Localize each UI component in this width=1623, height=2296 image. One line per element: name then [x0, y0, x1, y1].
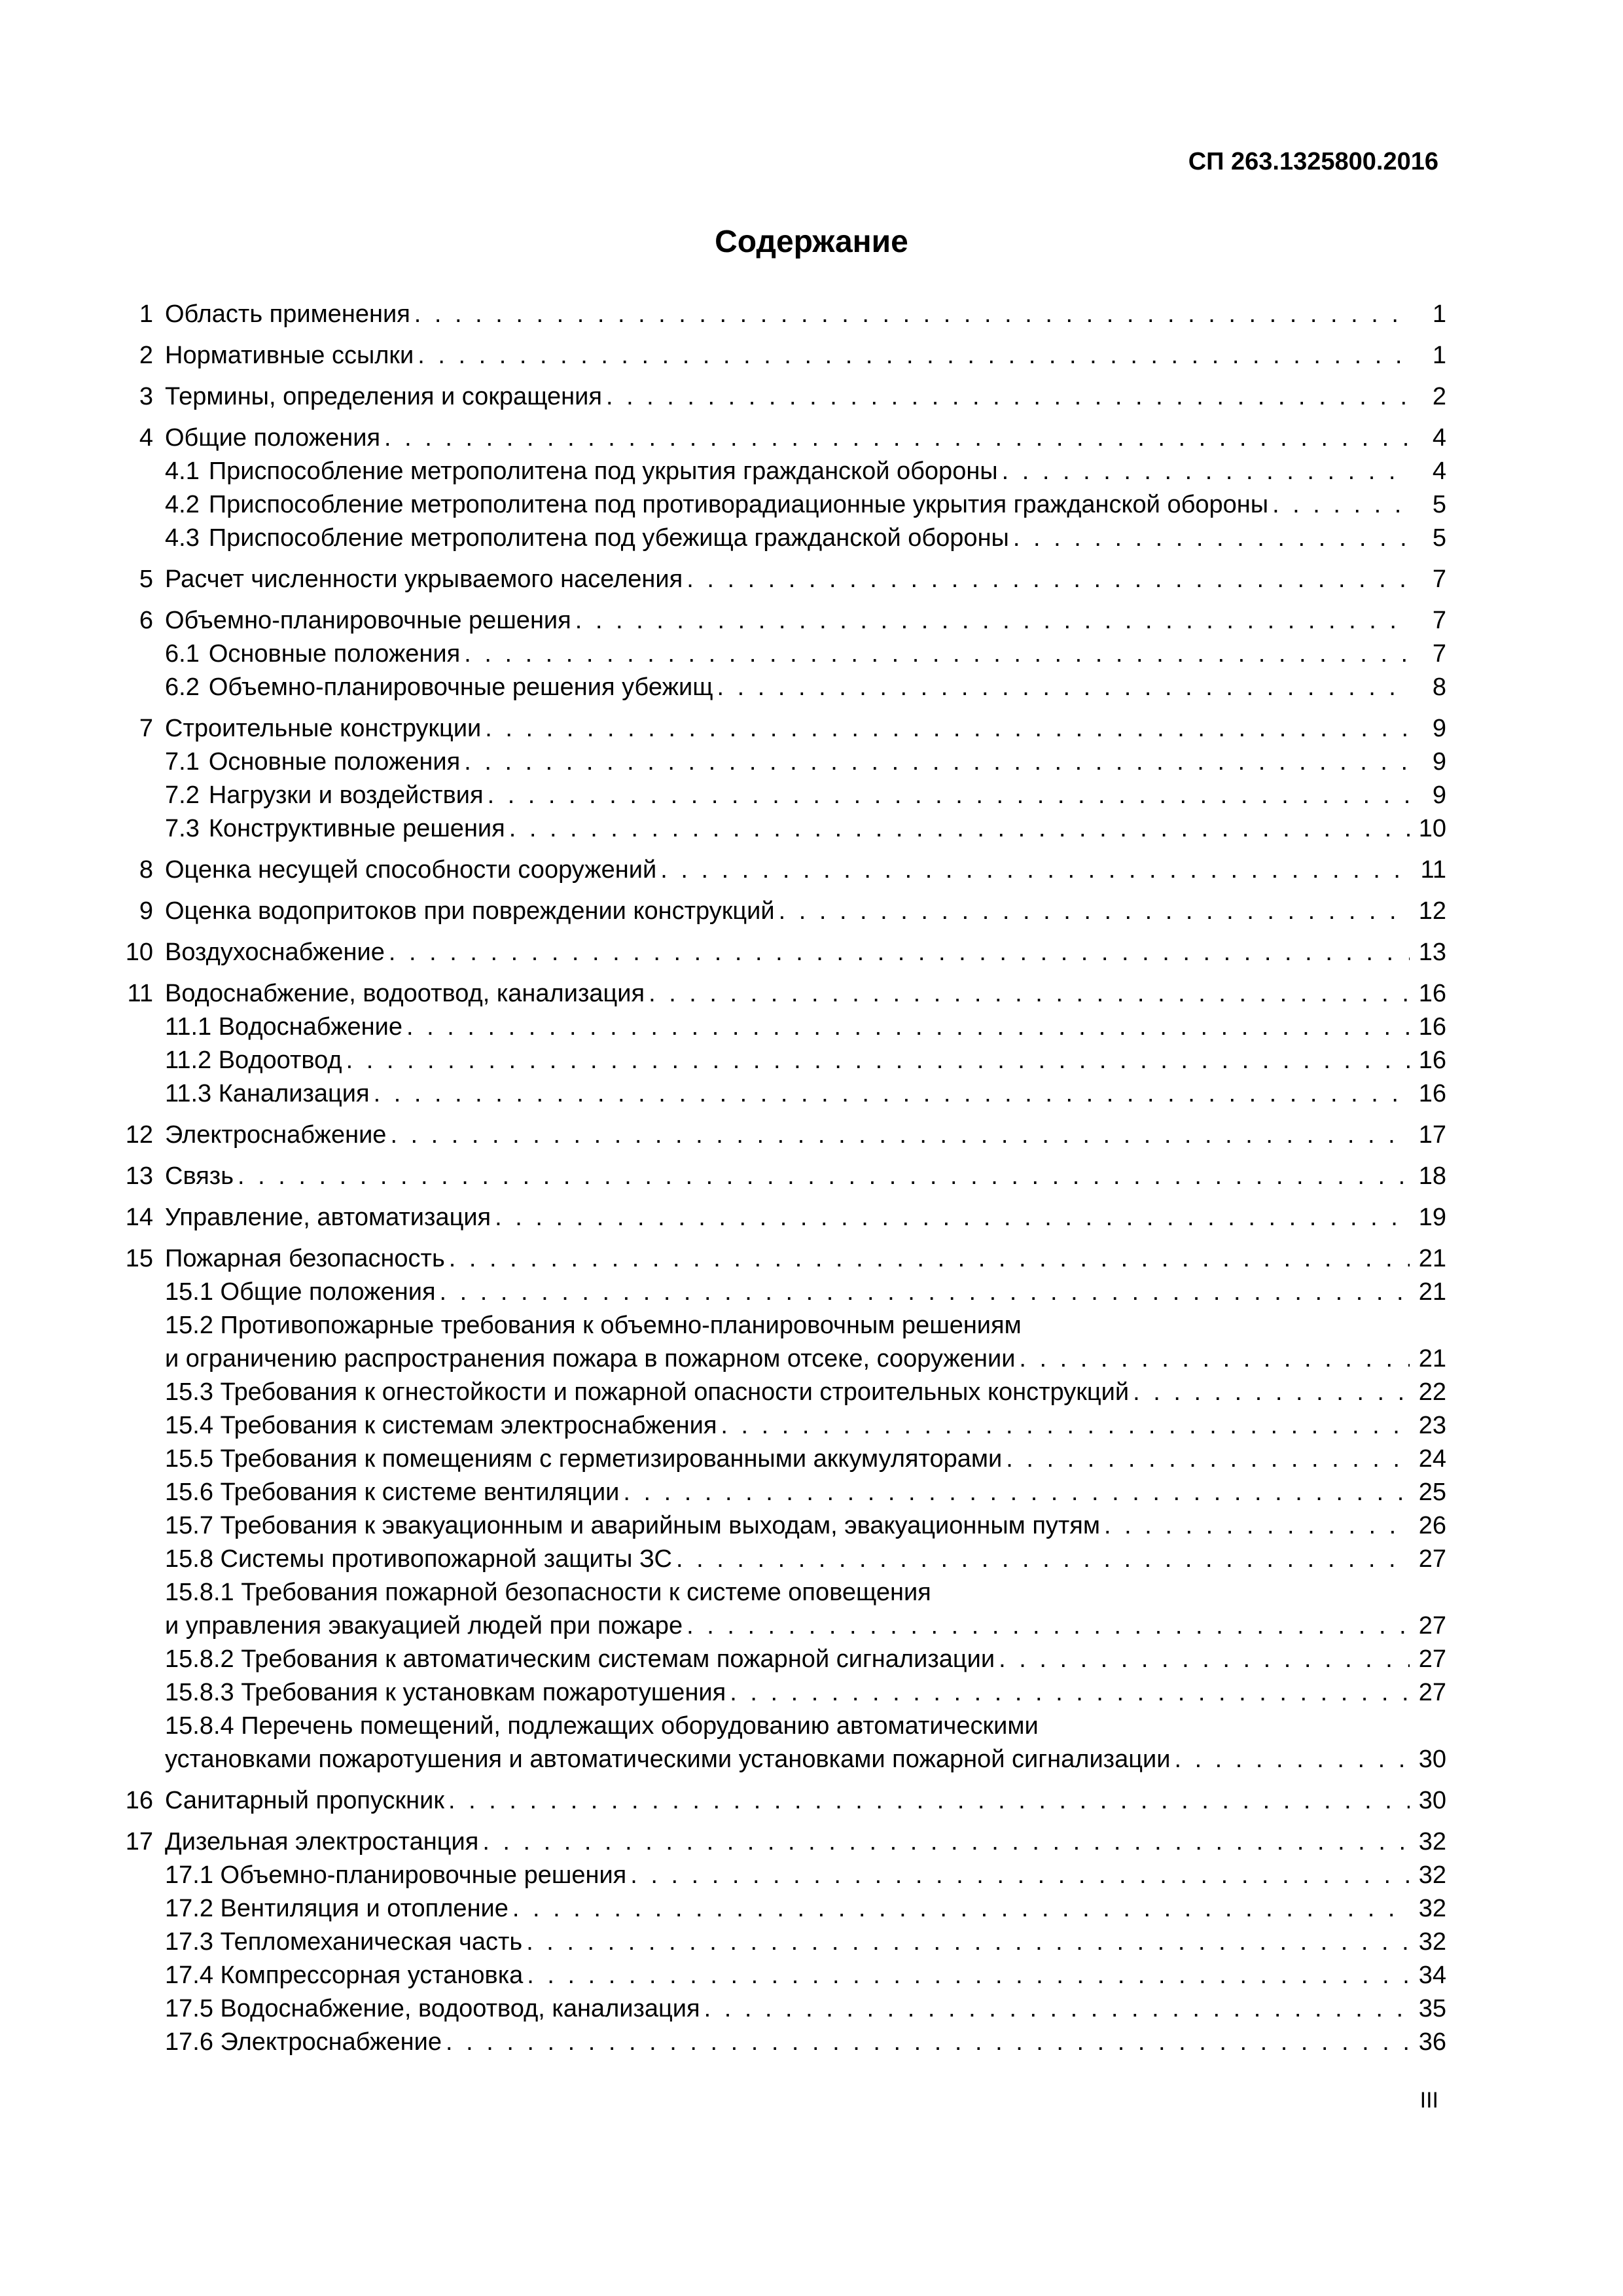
- toc-page-number: 16: [1418, 980, 1446, 1007]
- toc-page-number: 16: [1418, 1047, 1446, 1074]
- dot-leader: [512, 1892, 1410, 1926]
- dot-leader: [687, 1609, 1410, 1643]
- toc-chapter-number: 7: [139, 715, 153, 742]
- dot-leader: [485, 712, 1410, 745]
- toc-page-number: 34: [1418, 1962, 1446, 1989]
- dot-leader: [384, 422, 1410, 455]
- dot-leader: [482, 1825, 1410, 1859]
- toc-entry-title: 15.3 Требования к огнестойкости и пожарной опасности строительных конструкций: [165, 1378, 1130, 1406]
- document-code: СП 263.1325800.2016: [1188, 148, 1438, 175]
- dot-leader: [449, 1242, 1410, 1276]
- toc-entry[interactable]: [111, 1926, 1446, 1959]
- toc-entry[interactable]: [111, 339, 1446, 372]
- toc-entry-title: 17.5 Водоснабжение, водоотвод, канализация: [165, 1995, 700, 2022]
- dot-leader: [1104, 1509, 1410, 1543]
- toc-section-number: 6.2: [165, 673, 200, 701]
- toc-entry[interactable]: [111, 298, 1446, 331]
- toc-entry[interactable]: [111, 1409, 1446, 1443]
- toc-entry-title: Управление, автоматизация: [165, 1204, 491, 1231]
- dot-leader: [446, 2026, 1410, 2059]
- toc-chapter-number: 6: [139, 607, 153, 634]
- toc-entry-title: Приспособление метрополитена под укрытия гражданской обороны: [208, 457, 998, 485]
- toc-entry[interactable]: [111, 1160, 1446, 1193]
- toc-entry[interactable]: [111, 1044, 1446, 1077]
- toc-page-number: 13: [1418, 939, 1446, 966]
- toc-entry[interactable]: [111, 422, 1446, 455]
- dot-leader: [390, 1119, 1410, 1152]
- toc-entry-title: Объемно-планировочные решения убежищ: [208, 673, 713, 701]
- toc-entry-title: 17.1 Объемно-планировочные решения: [165, 1861, 627, 1889]
- toc-entry-title: 15.1 Общие положения: [165, 1278, 436, 1306]
- toc-page-number: 27: [1418, 1679, 1446, 1706]
- toc-entry[interactable]: [111, 1676, 1446, 1710]
- dot-leader: [1174, 1743, 1410, 1776]
- toc-page-number: 21: [1418, 1278, 1446, 1306]
- toc-entry-title: 17.6 Электроснабжение: [165, 2028, 442, 2056]
- toc-entry[interactable]: [111, 380, 1446, 414]
- dot-leader: [779, 895, 1410, 928]
- dot-leader: [687, 563, 1410, 596]
- toc-page-number: 27: [1418, 1545, 1446, 1573]
- toc-entry[interactable]: [111, 1859, 1446, 1892]
- toc-chapter-number: 10: [125, 939, 153, 966]
- toc-entry-title: 15.5 Требования к помещениям с герметизированными аккумуляторами: [165, 1445, 1003, 1473]
- toc-entry[interactable]: [111, 1077, 1446, 1111]
- toc-entry[interactable]: [111, 1201, 1446, 1234]
- toc-entry-title: Строительные конструкции: [165, 715, 482, 742]
- toc-page-number: 19: [1418, 1204, 1446, 1231]
- toc-entry-title: 15.8.1 Требования пожарной безопасности к системе оповещения: [165, 1579, 931, 1606]
- dot-leader: [346, 1044, 1410, 1077]
- toc-entry[interactable]: [111, 1309, 1446, 1342]
- dot-leader: [464, 637, 1410, 671]
- toc-page-number: 5: [1432, 524, 1446, 552]
- toc-entry[interactable]: [111, 1376, 1446, 1409]
- toc-page-number: 4: [1432, 424, 1446, 452]
- toc-entry[interactable]: [111, 1443, 1446, 1476]
- toc-entry[interactable]: [111, 604, 1446, 637]
- dot-leader: [418, 339, 1410, 372]
- toc-entry-title: установками пожаротушения и автоматическими установками пожарной сигнализации: [165, 1746, 1171, 1773]
- toc-entry-title: 11.1 Водоснабжение: [165, 1013, 403, 1041]
- toc-entry-title: Объемно-планировочные решения: [165, 607, 571, 634]
- toc-entry[interactable]: [111, 1992, 1446, 2026]
- toc-entry-title: 15.8.3 Требования к установкам пожаротушения: [165, 1679, 726, 1706]
- toc-entry[interactable]: [111, 853, 1446, 887]
- toc-entry[interactable]: [111, 895, 1446, 928]
- toc-entry[interactable]: [111, 671, 1446, 704]
- toc-entry[interactable]: [111, 712, 1446, 745]
- toc-entry[interactable]: [111, 488, 1446, 522]
- toc-entry[interactable]: [111, 1119, 1446, 1152]
- toc-entry-title: Термины, определения и сокращения: [165, 383, 602, 410]
- toc-entry-title: Оценка водопритоков при повреждении конструкций: [165, 897, 775, 925]
- toc-entry-title: Приспособление метрополитена под убежища гражданской обороны: [208, 524, 1009, 552]
- table-of-contents: [111, 298, 1446, 2059]
- toc-entry[interactable]: [111, 1643, 1446, 1676]
- toc-page-number: 24: [1418, 1445, 1446, 1473]
- dot-leader: [1006, 1443, 1410, 1476]
- toc-entry[interactable]: [111, 1609, 1446, 1643]
- toc-entry-title: и ограничению распространения пожара в пожарном отсеке, сооружении: [165, 1345, 1016, 1372]
- toc-entry[interactable]: [111, 1011, 1446, 1044]
- dot-leader: [389, 936, 1410, 969]
- toc-entry[interactable]: [111, 455, 1446, 488]
- toc-entry-title: Нормативные ссылки: [165, 342, 414, 369]
- toc-entry-title: 15.8.4 Перечень помещений, подлежащих оборудованию автоматическими: [165, 1712, 1039, 1740]
- toc-entry-title: Дизельная электростанция: [165, 1828, 479, 1856]
- toc-entry-title: Санитарный пропускник: [165, 1787, 444, 1814]
- dot-leader: [999, 1643, 1410, 1676]
- toc-entry[interactable]: [111, 1276, 1446, 1309]
- toc-entry[interactable]: [111, 812, 1446, 846]
- toc-chapter-number: 11: [127, 980, 153, 1007]
- dot-leader: [1272, 488, 1410, 522]
- toc-entry-title: и управления эвакуацией людей при пожаре: [165, 1612, 683, 1640]
- toc-entry[interactable]: [111, 1959, 1446, 1992]
- dot-leader: [1019, 1342, 1410, 1376]
- toc-page-number: 8: [1432, 673, 1446, 701]
- toc-entry[interactable]: [111, 779, 1446, 812]
- toc-entry-title: Основные положения: [208, 640, 461, 668]
- toc-page-number: 5: [1432, 491, 1446, 518]
- toc-page-number: 35: [1418, 1995, 1446, 2022]
- toc-page-number: 12: [1418, 897, 1446, 925]
- toc-entry-title: Связь: [165, 1162, 234, 1190]
- toc-section-number: 7.1: [165, 748, 200, 776]
- toc-entry-title: 17.4 Компрессорная установка: [165, 1962, 524, 1989]
- toc-entry-title: Воздухоснабжение: [165, 939, 385, 966]
- toc-page-number: 2: [1432, 383, 1446, 410]
- dot-leader: [721, 1409, 1410, 1443]
- toc-page-number: 27: [1418, 1612, 1446, 1640]
- toc-entry[interactable]: [111, 1476, 1446, 1509]
- toc-entry[interactable]: [111, 1892, 1446, 1926]
- dot-leader: [649, 977, 1410, 1011]
- dot-leader: [509, 812, 1410, 846]
- toc-page-number: 10: [1418, 815, 1446, 842]
- toc-entry-title: Приспособление метрополитена под противорадиационные укрытия гражданской обороны: [208, 491, 1269, 518]
- toc-entry[interactable]: [111, 745, 1446, 779]
- dot-leader: [527, 1959, 1410, 1992]
- toc-page-number: 27: [1418, 1645, 1446, 1673]
- toc-entry-title: Конструктивные решения: [208, 815, 505, 842]
- toc-entry[interactable]: [111, 637, 1446, 671]
- toc-page-number: 25: [1418, 1479, 1446, 1506]
- toc-page-number: 32: [1418, 1895, 1446, 1922]
- toc-entry-title: Электроснабжение: [165, 1121, 387, 1149]
- dot-leader: [623, 1476, 1410, 1509]
- toc-entry[interactable]: [111, 1576, 1446, 1609]
- toc-page-number: 17: [1418, 1121, 1446, 1149]
- toc-entry-title: Область применения: [165, 300, 410, 328]
- dot-leader: [717, 671, 1410, 704]
- page-number: III: [1419, 2088, 1438, 2113]
- dot-leader: [488, 779, 1410, 812]
- toc-page-number: 21: [1418, 1245, 1446, 1272]
- dot-leader: [1002, 455, 1410, 488]
- toc-chapter-number: 13: [125, 1162, 153, 1190]
- toc-page-number: 26: [1418, 1512, 1446, 1539]
- toc-page-number: 9: [1432, 748, 1446, 776]
- toc-chapter-number: 2: [139, 342, 153, 369]
- toc-entry-title: 11.3 Канализация: [165, 1080, 370, 1107]
- toc-page-number: 21: [1418, 1345, 1446, 1372]
- dot-leader: [676, 1543, 1410, 1576]
- toc-chapter-number: 4: [139, 424, 153, 452]
- toc-section-number: 4.1: [165, 457, 200, 485]
- toc-entry[interactable]: [111, 2026, 1446, 2059]
- toc-page-number: 9: [1432, 781, 1446, 809]
- dot-leader: [414, 298, 1410, 331]
- toc-entry-title: 15.8 Системы противопожарной защиты ЗС: [165, 1545, 672, 1573]
- toc-chapter-number: 5: [139, 565, 153, 593]
- toc-chapter-number: 12: [125, 1121, 153, 1149]
- toc-page-number: 22: [1418, 1378, 1446, 1406]
- toc-entry-title: 15.4 Требования к системам электроснабжения: [165, 1412, 717, 1439]
- toc-entry[interactable]: [111, 1342, 1446, 1376]
- toc-chapter-number: 17: [125, 1828, 153, 1856]
- toc-entry[interactable]: [111, 1710, 1446, 1743]
- toc-entry-title: Водоснабжение, водоотвод, канализация: [165, 980, 645, 1007]
- toc-page-number: 30: [1418, 1787, 1446, 1814]
- toc-page-number: 16: [1418, 1080, 1446, 1107]
- dot-leader: [1133, 1376, 1410, 1409]
- toc-page-number: 9: [1432, 715, 1446, 742]
- dot-leader: [660, 853, 1410, 887]
- dot-leader: [464, 745, 1410, 779]
- dot-leader: [606, 380, 1410, 414]
- toc-entry-title: Пожарная безопасность: [165, 1245, 445, 1272]
- toc-entry-title: 11.2 Водоотвод: [165, 1047, 342, 1074]
- toc-page-number: 32: [1418, 1928, 1446, 1956]
- toc-entry[interactable]: [111, 1242, 1446, 1276]
- toc-entry[interactable]: [111, 1509, 1446, 1543]
- toc-chapter-number: 16: [125, 1787, 153, 1814]
- dot-leader: [440, 1276, 1410, 1309]
- toc-entry[interactable]: [111, 1743, 1446, 1776]
- toc-page-number: 30: [1418, 1746, 1446, 1773]
- dot-leader: [495, 1201, 1410, 1234]
- toc-entry-title: Основные положения: [208, 748, 461, 776]
- dot-leader: [630, 1859, 1410, 1892]
- toc-page-number: 18: [1418, 1162, 1446, 1190]
- toc-page-number: 11: [1420, 856, 1446, 884]
- toc-chapter-number: 8: [139, 856, 153, 884]
- dot-leader: [704, 1992, 1410, 2026]
- toc-entry-title: Расчет численности укрываемого населения: [165, 565, 683, 593]
- toc-section-number: 4.3: [165, 524, 200, 552]
- toc-page-number: 32: [1418, 1828, 1446, 1856]
- dot-leader: [575, 604, 1410, 637]
- toc-entry[interactable]: [111, 1825, 1446, 1859]
- dot-leader: [730, 1676, 1410, 1710]
- dot-leader: [448, 1784, 1410, 1818]
- toc-page-number: 23: [1418, 1412, 1446, 1439]
- toc-entry[interactable]: [111, 1543, 1446, 1576]
- toc-entry-title: Оценка несущей способности сооружений: [165, 856, 657, 884]
- toc-entry[interactable]: [111, 522, 1446, 555]
- toc-chapter-number: 9: [139, 897, 153, 925]
- toc-entry-title: Нагрузки и воздействия: [208, 781, 484, 809]
- toc-page-number: 7: [1432, 607, 1446, 634]
- dot-leader: [1013, 522, 1410, 555]
- toc-page-number: 4: [1432, 457, 1446, 485]
- toc-entry-title: 15.8.2 Требования к автоматическим системам пожарной сигнализации: [165, 1645, 995, 1673]
- toc-entry-title: 17.2 Вентиляция и отопление: [165, 1895, 508, 1922]
- dot-leader: [238, 1160, 1410, 1193]
- dot-leader: [374, 1077, 1410, 1111]
- toc-entry[interactable]: [111, 977, 1446, 1011]
- toc-section-number: 7.3: [165, 815, 200, 842]
- toc-section-number: 7.2: [165, 781, 200, 809]
- toc-entry[interactable]: [111, 563, 1446, 596]
- toc-entry[interactable]: [111, 936, 1446, 969]
- toc-page-number: 7: [1432, 565, 1446, 593]
- toc-section-number: 6.1: [165, 640, 200, 668]
- toc-page-number: 36: [1418, 2028, 1446, 2056]
- toc-entry-title: Общие положения: [165, 424, 381, 452]
- toc-page-number: 1: [1432, 300, 1446, 328]
- toc-entry-title: 15.2 Противопожарные требования к объемно-планировочным решениям: [165, 1312, 1022, 1339]
- toc-page-number: 16: [1418, 1013, 1446, 1041]
- toc-title: Содержание: [715, 224, 908, 259]
- toc-entry-title: 15.7 Требования к эвакуационным и аварийным выходам, эвакуационным путям: [165, 1512, 1101, 1539]
- dot-leader: [526, 1926, 1410, 1959]
- toc-entry-title: 15.6 Требования к системе вентиляции: [165, 1479, 620, 1506]
- toc-chapter-number: 15: [125, 1245, 153, 1272]
- dot-leader: [406, 1011, 1410, 1044]
- toc-chapter-number: 1: [139, 300, 153, 328]
- toc-page-number: 7: [1432, 640, 1446, 668]
- toc-chapter-number: 14: [125, 1204, 153, 1231]
- toc-page-number: 1: [1432, 342, 1446, 369]
- toc-page-number: 32: [1418, 1861, 1446, 1889]
- toc-entry-title: 17.3 Тепломеханическая часть: [165, 1928, 523, 1956]
- toc-chapter-number: 3: [139, 383, 153, 410]
- toc-entry[interactable]: [111, 1784, 1446, 1818]
- toc-section-number: 4.2: [165, 491, 200, 518]
